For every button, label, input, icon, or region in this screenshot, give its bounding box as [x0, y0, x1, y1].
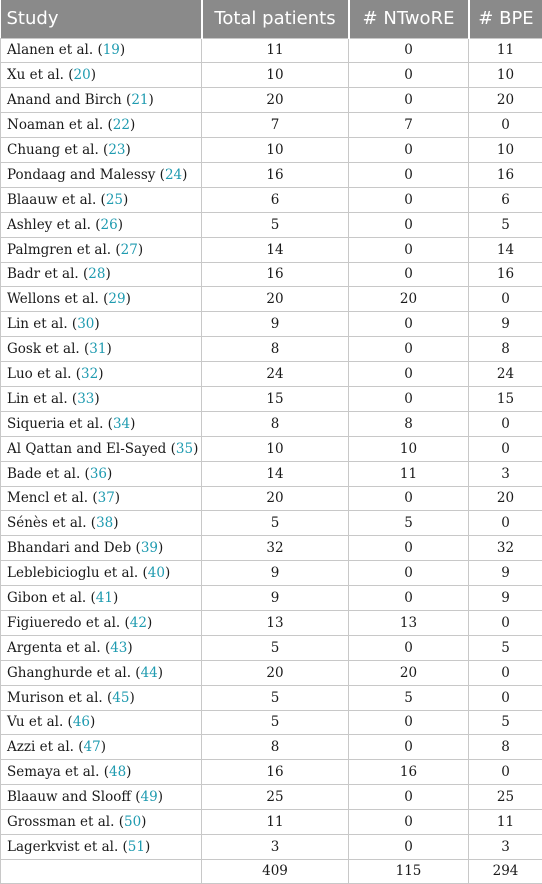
total-patients-cell: 13: [202, 610, 349, 635]
total-patients-cell: 5: [202, 511, 349, 536]
reference-link[interactable]: 35: [175, 440, 194, 457]
study-name: Palmgren et al.: [7, 241, 112, 258]
study-name: Sénès et al.: [7, 515, 87, 532]
study-cell: Figiueredo et al. (42): [1, 610, 202, 635]
bpe-cell: 0: [469, 436, 542, 461]
ntwore-cell: 0: [349, 138, 469, 163]
ntwore-cell: 0: [349, 561, 469, 586]
table-row: [1, 710, 542, 735]
total-patients-cell: 20: [202, 88, 349, 113]
table-row: [1, 735, 542, 760]
ntwore-cell: 11: [349, 461, 469, 486]
header-bpe: # BPE: [469, 0, 542, 38]
bpe-cell: 0: [469, 685, 542, 710]
reference-link[interactable]: 22: [112, 117, 130, 134]
reference-link[interactable]: 30: [77, 316, 95, 333]
reference-link[interactable]: 21: [131, 92, 149, 109]
ntwore-cell: 0: [349, 735, 469, 760]
table-header-row: [1, 0, 542, 38]
study-name: Blaauw and Slooff: [7, 789, 131, 806]
table-row: [1, 411, 542, 436]
study-name: Blaauw et al.: [7, 191, 97, 208]
total-patients-cell: 24: [202, 362, 349, 387]
study-cell: Gosk et al. (31): [1, 337, 202, 362]
reference-link[interactable]: 38: [96, 515, 114, 532]
bpe-cell: 32: [469, 536, 542, 561]
study-name: Figiueredo et al.: [7, 614, 121, 631]
table-row: [1, 536, 542, 561]
study-name: Wellons et al.: [7, 291, 99, 308]
study-cell: Lin et al. (30): [1, 312, 202, 337]
bpe-cell: 20: [469, 486, 542, 511]
total-patients-cell: 20: [202, 287, 349, 312]
bpe-cell: 3: [469, 835, 542, 860]
table-row: [1, 685, 542, 710]
study-cell: Sénès et al. (38): [1, 511, 202, 536]
study-cell: Pondaag and Malessy (24): [1, 162, 202, 187]
study-cell: Mencl et al. (37): [1, 486, 202, 511]
study-cell: Grossman et al. (50): [1, 810, 202, 835]
study-cell: Luo et al. (32): [1, 362, 202, 387]
study-name: Lin et al.: [7, 316, 68, 333]
bpe-cell: 9: [469, 312, 542, 337]
total-patients-cell: 11: [202, 810, 349, 835]
table-row: [1, 610, 542, 635]
study-name: Mencl et al.: [7, 490, 89, 507]
study-cell: Badr et al. (28): [1, 262, 202, 287]
total-patients-cell: 32: [202, 536, 349, 561]
total-patients-cell: 8: [202, 411, 349, 436]
ntwore-cell: 0: [349, 162, 469, 187]
bpe-cell: 3: [469, 461, 542, 486]
study-cell: Siqueria et al. (34): [1, 411, 202, 436]
ntwore-cell: 0: [349, 386, 469, 411]
total-patients-cell: 14: [202, 461, 349, 486]
bpe-cell: 8: [469, 337, 542, 362]
study-name: Ashley et al.: [7, 216, 91, 233]
study-name: Azzi et al.: [7, 739, 74, 756]
header-total-patients: Total patients: [202, 0, 349, 38]
study-name: Murison et al.: [7, 689, 103, 706]
study-name: Lin et al.: [7, 390, 68, 407]
study-cell: Gibon et al. (41): [1, 586, 202, 611]
total-patients-cell: 10: [202, 138, 349, 163]
table-row: [1, 187, 542, 212]
table-row: [1, 162, 542, 187]
total-patients-cell: 14: [202, 237, 349, 262]
bpe-cell: 25: [469, 785, 542, 810]
ntwore-cell: 20: [349, 287, 469, 312]
bpe-cell: 14: [469, 237, 542, 262]
bpe-cell: 9: [469, 561, 542, 586]
study-cell: Blaauw and Slooff (49): [1, 785, 202, 810]
study-cell: Leblebicioglu et al. (40): [1, 561, 202, 586]
table-row: [1, 337, 542, 362]
table-row: [1, 287, 542, 312]
study-cell: Azzi et al. (47): [1, 735, 202, 760]
table-row: [1, 660, 542, 685]
study-name: Ghanghurde et al.: [7, 664, 131, 681]
reference-link[interactable]: 34: [112, 415, 131, 432]
reference-link[interactable]: 26: [100, 216, 118, 233]
reference-link[interactable]: 51: [127, 838, 145, 855]
study-cell: Xu et al. (20): [1, 63, 202, 88]
ntwore-cell: 7: [349, 113, 469, 138]
total-patients-cell: 8: [202, 337, 349, 362]
ntwore-cell: 0: [349, 362, 469, 387]
table-body: [1, 38, 542, 883]
bpe-cell: 6: [469, 187, 542, 212]
reference-link[interactable]: 20: [73, 67, 91, 84]
bpe-cell: 0: [469, 511, 542, 536]
total-patients-cell: 9: [202, 312, 349, 337]
study-cell: Chuang et al. (23): [1, 138, 202, 163]
table-row: [1, 511, 542, 536]
table-row: [1, 760, 542, 785]
bpe-cell: 0: [469, 660, 542, 685]
ntwore-cell: 5: [349, 511, 469, 536]
study-name: Gibon et al.: [7, 590, 87, 607]
total-patients-cell: 9: [202, 561, 349, 586]
totals-row: [1, 859, 542, 883]
reference-link[interactable]: 40: [147, 565, 165, 582]
ntwore-cell: 0: [349, 810, 469, 835]
study-name: Alanen et al.: [7, 42, 94, 59]
bpe-cell: 0: [469, 287, 542, 312]
study-cell: Murison et al. (45): [1, 685, 202, 710]
study-cell: Palmgren et al. (27): [1, 237, 202, 262]
bpe-cell: 0: [469, 411, 542, 436]
ntwore-cell: 0: [349, 38, 469, 63]
table-row: [1, 386, 542, 411]
reference-link[interactable]: 32: [81, 366, 99, 383]
reference-link[interactable]: 19: [102, 42, 120, 59]
study-name: Anand and Birch: [7, 92, 122, 109]
ntwore-cell: 5: [349, 685, 469, 710]
study-cell: Alanen et al. (19): [1, 38, 202, 63]
study-cell: Anand and Birch (21): [1, 88, 202, 113]
table-row: [1, 138, 542, 163]
totals-bpe: 294: [469, 859, 542, 883]
ntwore-cell: 0: [349, 785, 469, 810]
bpe-cell: 5: [469, 710, 542, 735]
ntwore-cell: 0: [349, 536, 469, 561]
total-patients-cell: 5: [202, 635, 349, 660]
reference-link[interactable]: 29: [108, 291, 126, 308]
reference-link[interactable]: 28: [88, 266, 106, 283]
totals-total-patients: 409: [202, 859, 349, 883]
total-patients-cell: 25: [202, 785, 349, 810]
ntwore-cell: 0: [349, 710, 469, 735]
table-row: [1, 835, 542, 860]
reference-link[interactable]: 36: [89, 465, 108, 482]
bpe-cell: 11: [469, 810, 542, 835]
study-cell: Bade et al. (36): [1, 461, 202, 486]
total-patients-cell: 10: [202, 63, 349, 88]
header-study: Study: [1, 0, 202, 38]
bpe-cell: 5: [469, 212, 542, 237]
totals-study: [1, 859, 202, 883]
ntwore-cell: 13: [349, 610, 469, 635]
ntwore-cell: 0: [349, 486, 469, 511]
ntwore-cell: 0: [349, 63, 469, 88]
bpe-cell: 9: [469, 586, 542, 611]
reference-link[interactable]: 42: [129, 614, 147, 631]
table-row: [1, 362, 542, 387]
table-row: [1, 312, 542, 337]
ntwore-cell: 16: [349, 760, 469, 785]
total-patients-cell: 5: [202, 212, 349, 237]
study-cell: Argenta et al. (43): [1, 635, 202, 660]
ntwore-cell: 0: [349, 635, 469, 660]
study-name: Al Qattan and El-Sayed: [7, 440, 167, 457]
ntwore-cell: 0: [349, 212, 469, 237]
study-name: Luo et al.: [7, 366, 72, 383]
ntwore-cell: 8: [349, 411, 469, 436]
reference-link[interactable]: 45: [112, 689, 130, 706]
study-cell: Lagerkvist et al. (51): [1, 835, 202, 860]
study-cell: Bhandari and Deb (39): [1, 536, 202, 561]
reference-link[interactable]: 49: [140, 789, 158, 806]
study-name: Badr et al.: [7, 266, 79, 283]
bpe-cell: 8: [469, 735, 542, 760]
study-cell: Al Qattan and El-Sayed (35): [1, 436, 202, 461]
ntwore-cell: 0: [349, 262, 469, 287]
bpe-cell: 16: [469, 162, 542, 187]
table-row: [1, 63, 542, 88]
total-patients-cell: 16: [202, 760, 349, 785]
ntwore-cell: 0: [349, 187, 469, 212]
bpe-cell: 20: [469, 88, 542, 113]
table-row: [1, 212, 542, 237]
study-name: Vu et al.: [7, 714, 64, 731]
total-patients-cell: 7: [202, 113, 349, 138]
bpe-cell: 5: [469, 635, 542, 660]
reference-link[interactable]: 33: [77, 390, 95, 407]
study-cell: Lin et al. (33): [1, 386, 202, 411]
reference-link[interactable]: 24: [164, 166, 183, 183]
study-name: Xu et al.: [7, 67, 64, 84]
study-name: Siqueria et al.: [7, 415, 104, 432]
table-row: [1, 586, 542, 611]
total-patients-cell: 3: [202, 835, 349, 860]
table-row: [1, 88, 542, 113]
reference-link[interactable]: 27: [120, 241, 138, 258]
study-name: Pondaag and Malessy: [7, 166, 156, 183]
table-row: [1, 785, 542, 810]
study-cell: Blaauw et al. (25): [1, 187, 202, 212]
reference-link[interactable]: 41: [95, 590, 113, 607]
study-name: Argenta et al.: [7, 639, 101, 656]
total-patients-cell: 20: [202, 486, 349, 511]
bpe-cell: 0: [469, 610, 542, 635]
table-row: [1, 38, 542, 63]
study-cell: Noaman et al. (22): [1, 113, 202, 138]
reference-link[interactable]: 25: [105, 191, 123, 208]
bpe-cell: 11: [469, 38, 542, 63]
total-patients-cell: 6: [202, 187, 349, 212]
ntwore-cell: 0: [349, 337, 469, 362]
reference-link[interactable]: 23: [108, 142, 126, 158]
table-row: [1, 262, 542, 287]
reference-link[interactable]: 47: [83, 739, 101, 756]
bpe-cell: 24: [469, 362, 542, 387]
study-name: Chuang et al.: [7, 142, 99, 158]
table-row: [1, 237, 542, 262]
study-cell: Ashley et al. (26): [1, 212, 202, 237]
study-name: Semaya et al.: [7, 764, 100, 781]
total-patients-cell: 5: [202, 710, 349, 735]
reference-link[interactable]: 46: [72, 714, 90, 731]
reference-link[interactable]: 39: [140, 540, 158, 557]
bpe-cell: 0: [469, 760, 542, 785]
study-name: Bhandari and Deb: [7, 540, 132, 557]
table-row: [1, 436, 542, 461]
table-row: [1, 810, 542, 835]
total-patients-cell: 8: [202, 735, 349, 760]
table-row: [1, 486, 542, 511]
study-cell: Semaya et al. (48): [1, 760, 202, 785]
study-name: Leblebicioglu et al.: [7, 565, 139, 582]
reference-link[interactable]: 31: [89, 341, 107, 358]
ntwore-cell: 0: [349, 835, 469, 860]
study-cell: Vu et al. (46): [1, 710, 202, 735]
ntwore-cell: 0: [349, 88, 469, 113]
total-patients-cell: 16: [202, 262, 349, 287]
total-patients-cell: 20: [202, 660, 349, 685]
study-name: Noaman et al.: [7, 117, 104, 134]
ntwore-cell: 0: [349, 237, 469, 262]
header-ntwore: # NTwoRE: [349, 0, 469, 38]
total-patients-cell: 5: [202, 685, 349, 710]
study-name: Bade et al.: [7, 465, 81, 482]
bpe-cell: 15: [469, 386, 542, 411]
ntwore-cell: 0: [349, 586, 469, 611]
reference-link[interactable]: 37: [97, 490, 115, 507]
reference-link[interactable]: 44: [140, 664, 158, 681]
ntwore-cell: 10: [349, 436, 469, 461]
ntwore-cell: 0: [349, 312, 469, 337]
ntwore-cell: 20: [349, 660, 469, 685]
table-row: [1, 561, 542, 586]
study-name: Gosk et al.: [7, 341, 80, 358]
table-row: [1, 461, 542, 486]
study-name: Lagerkvist et al.: [7, 838, 119, 855]
study-cell: Ghanghurde et al. (44): [1, 660, 202, 685]
table-row: [1, 635, 542, 660]
reference-link[interactable]: 43: [110, 639, 128, 656]
bpe-cell: 16: [469, 262, 542, 287]
bpe-cell: 10: [469, 63, 542, 88]
total-patients-cell: 11: [202, 38, 349, 63]
bpe-cell: 10: [469, 138, 542, 163]
bpe-cell: 0: [469, 113, 542, 138]
total-patients-cell: 15: [202, 386, 349, 411]
table-row: [1, 113, 542, 138]
total-patients-cell: 10: [202, 436, 349, 461]
study-name: Grossman et al.: [7, 814, 115, 831]
reference-link[interactable]: 48: [108, 764, 127, 781]
total-patients-cell: 16: [202, 162, 349, 187]
total-patients-cell: 9: [202, 586, 349, 611]
study-cell: Wellons et al. (29): [1, 287, 202, 312]
reference-link[interactable]: 50: [123, 814, 142, 831]
totals-ntwore: 115: [349, 859, 469, 883]
